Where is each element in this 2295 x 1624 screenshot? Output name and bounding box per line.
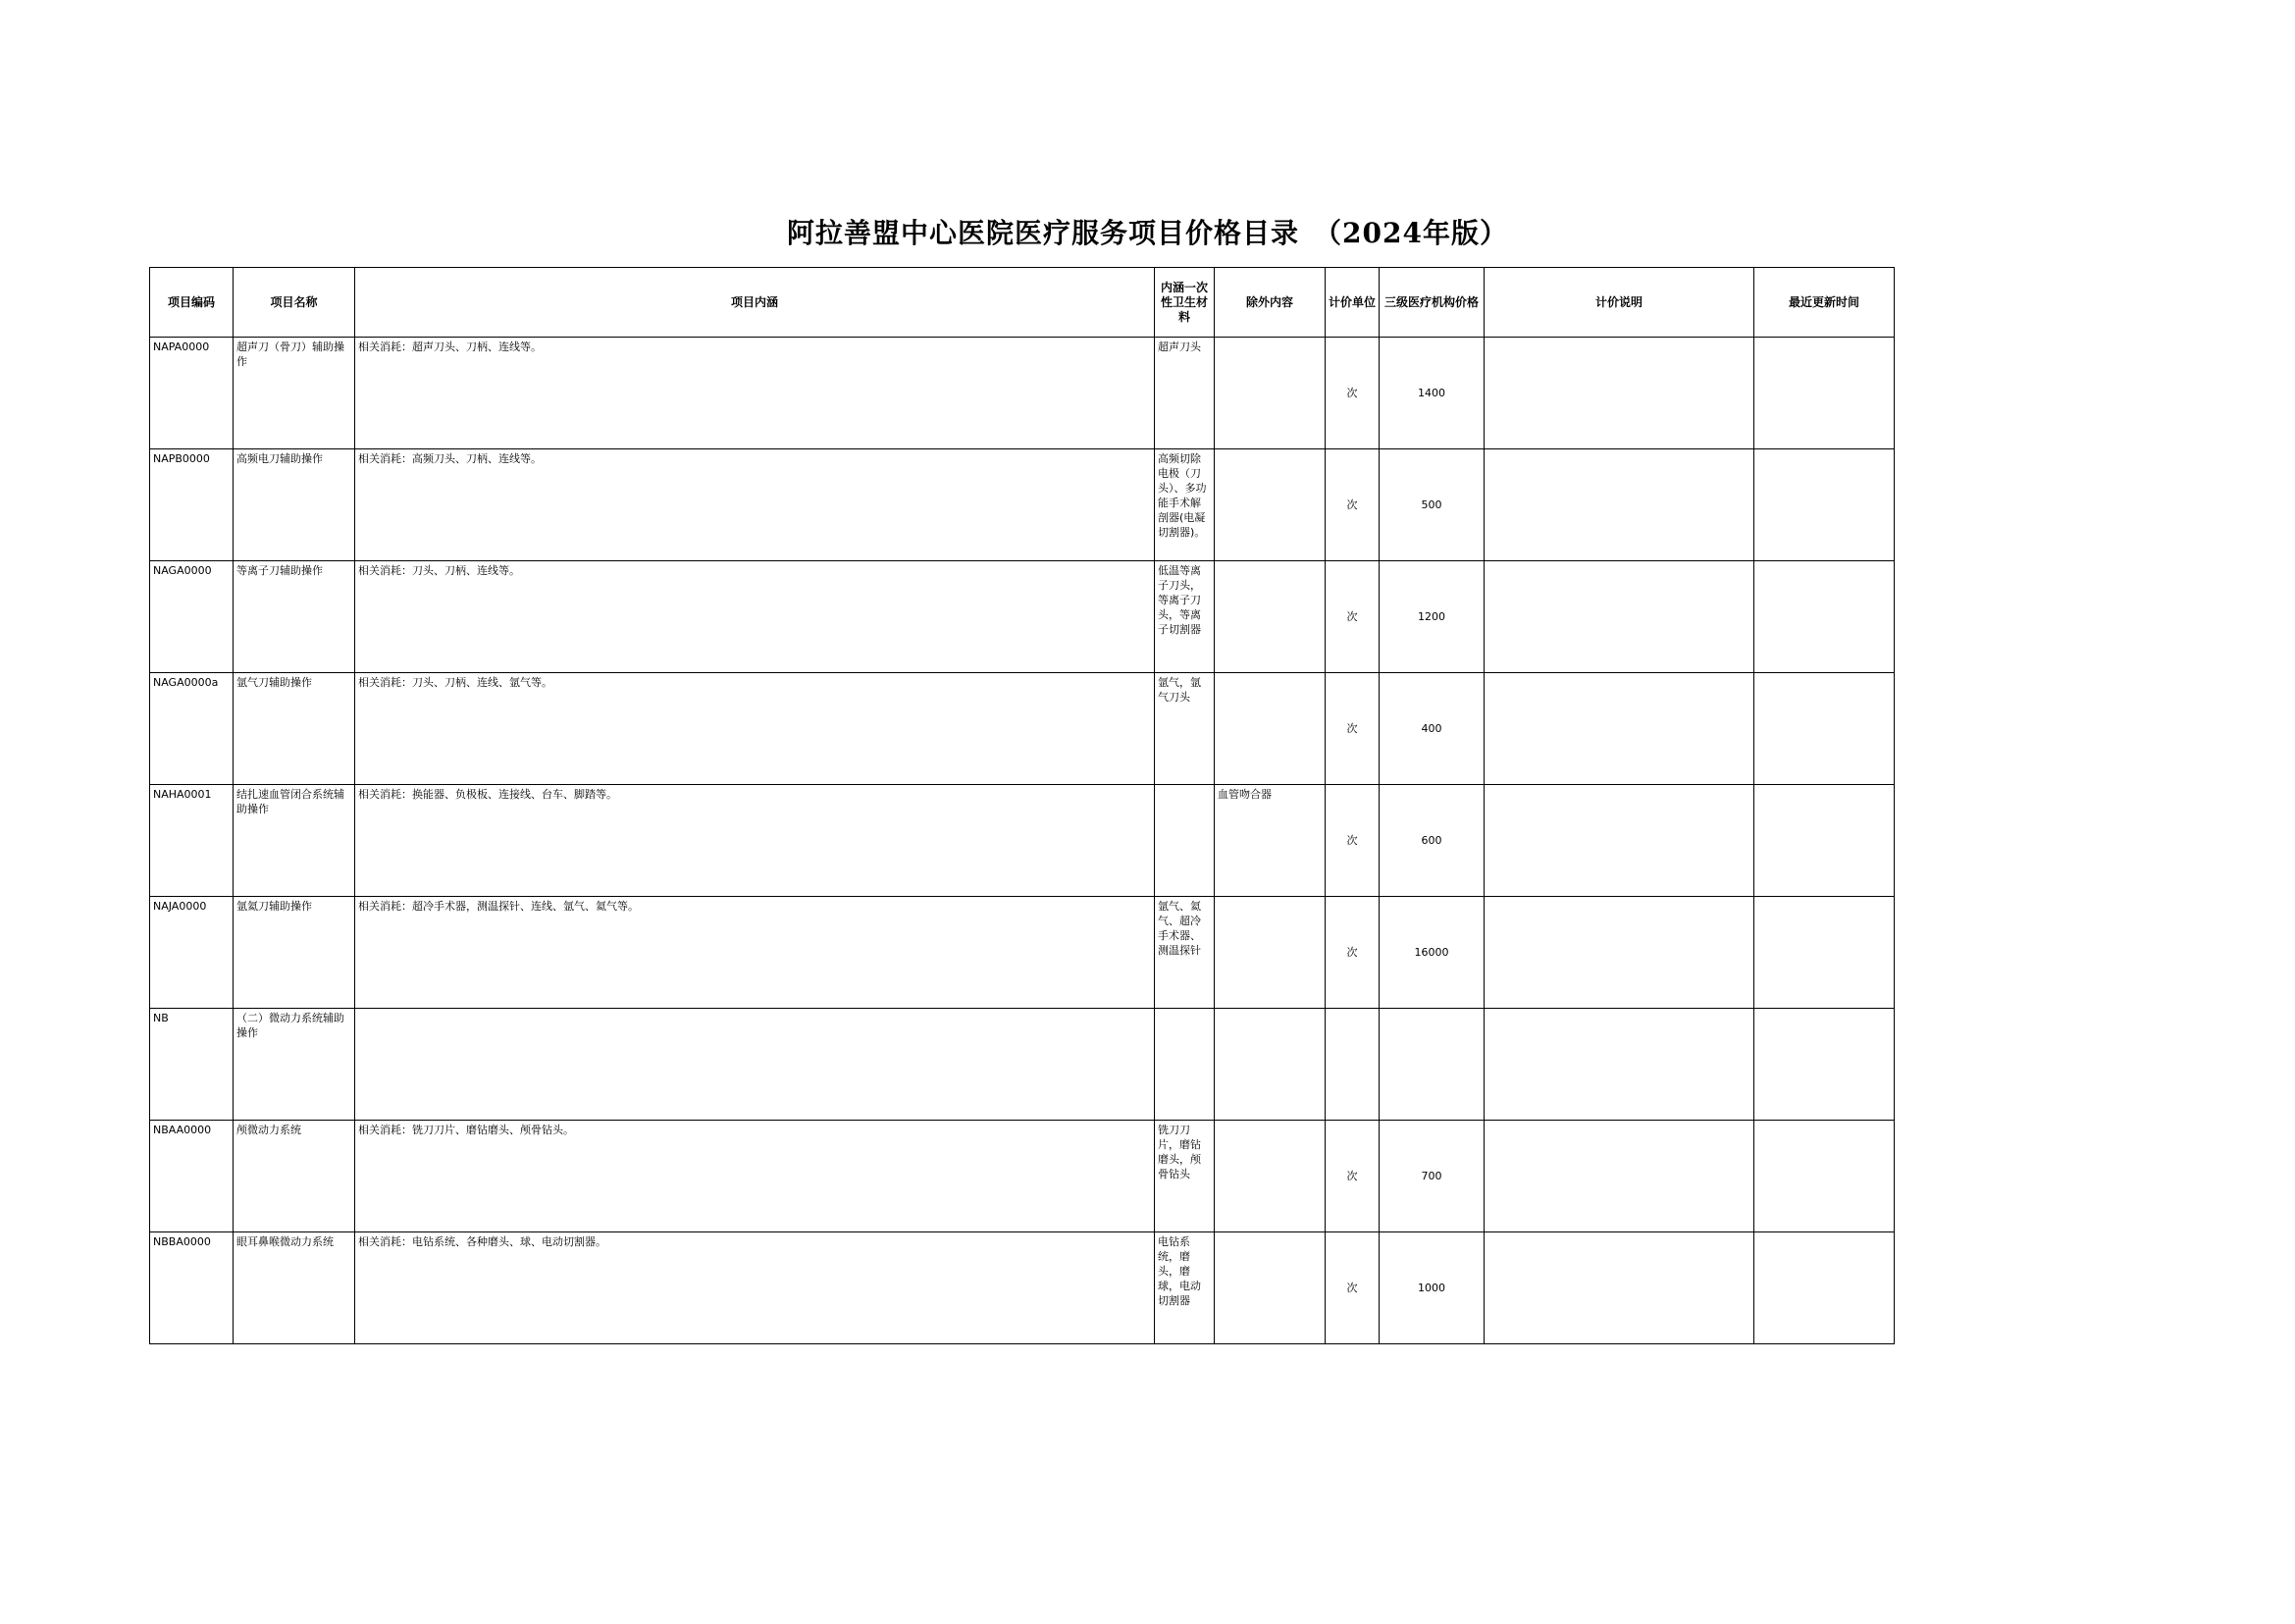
cell-unit: 次 <box>1326 673 1380 785</box>
table-row <box>150 1009 1895 1121</box>
cell-note <box>1485 897 1754 1009</box>
cell-name: 高频电刀辅助操作 <box>234 449 355 561</box>
cell-consumable: 氩气、氦气、超冷手术器、测温探针 <box>1155 897 1215 1009</box>
cell-exclusion: 血管吻合器 <box>1215 785 1326 897</box>
cell-note <box>1485 673 1754 785</box>
cell-updated <box>1754 673 1895 785</box>
cell-code: NB <box>150 1009 234 1121</box>
cell-content: 相关消耗：铣刀刀片、磨钻磨头、颅骨钻头。 <box>355 1121 1155 1232</box>
cell-unit: 次 <box>1326 561 1380 673</box>
cell-consumable <box>1155 1009 1215 1121</box>
header-note: 计价说明 <box>1485 268 1754 338</box>
cell-name: 眼耳鼻喉微动力系统 <box>234 1232 355 1344</box>
cell-content: 相关消耗：刀头、刀柄、连线、氩气等。 <box>355 673 1155 785</box>
cell-code: NAGA0000a <box>150 673 234 785</box>
cell-unit: 次 <box>1326 338 1380 449</box>
header-unit: 计价单位 <box>1326 268 1380 338</box>
cell-price: 16000 <box>1380 897 1485 1009</box>
cell-exclusion <box>1215 1009 1326 1121</box>
cell-exclusion <box>1215 338 1326 449</box>
cell-content: 相关消耗：换能器、负极板、连接线、台车、脚踏等。 <box>355 785 1155 897</box>
cell-updated <box>1754 338 1895 449</box>
price-table <box>149 267 1895 1344</box>
cell-content: 相关消耗：电钻系统、各种磨头、球、电动切割器。 <box>355 1232 1155 1344</box>
cell-content: 相关消耗：超声刀头、刀柄、连线等。 <box>355 338 1155 449</box>
cell-unit: 次 <box>1326 1121 1380 1232</box>
header-code: 项目编码 <box>150 268 234 338</box>
cell-price: 500 <box>1380 449 1485 561</box>
cell-content: 相关消耗：超冷手术器，测温探针、连线、氩气、氦气等。 <box>355 897 1155 1009</box>
cell-exclusion <box>1215 673 1326 785</box>
cell-note <box>1485 1232 1754 1344</box>
header-price: 三级医疗机构价格 <box>1380 268 1485 338</box>
cell-updated <box>1754 1121 1895 1232</box>
cell-consumable: 铣刀刀片，磨钻磨头，颅骨钻头 <box>1155 1121 1215 1232</box>
table-row <box>150 1232 1895 1344</box>
table-row <box>150 338 1895 449</box>
cell-code: NBBA0000 <box>150 1232 234 1344</box>
cell-exclusion <box>1215 1232 1326 1344</box>
cell-price: 600 <box>1380 785 1485 897</box>
cell-name: （二）微动力系统辅助操作 <box>234 1009 355 1121</box>
cell-updated <box>1754 897 1895 1009</box>
cell-note <box>1485 338 1754 449</box>
cell-consumable: 低温等离子刀头，等离子刀头，等离子切割器 <box>1155 561 1215 673</box>
cell-price: 400 <box>1380 673 1485 785</box>
cell-updated <box>1754 1009 1895 1121</box>
cell-content: 相关消耗：刀头、刀柄、连线等。 <box>355 561 1155 673</box>
table-row <box>150 897 1895 1009</box>
cell-updated <box>1754 561 1895 673</box>
cell-code: NAPB0000 <box>150 449 234 561</box>
cell-name: 等离子刀辅助操作 <box>234 561 355 673</box>
cell-content <box>355 1009 1155 1121</box>
cell-note <box>1485 561 1754 673</box>
cell-price: 1000 <box>1380 1232 1485 1344</box>
cell-updated <box>1754 449 1895 561</box>
cell-code: NBAA0000 <box>150 1121 234 1232</box>
table-row <box>150 1121 1895 1232</box>
cell-price: 700 <box>1380 1121 1485 1232</box>
cell-price <box>1380 1009 1485 1121</box>
cell-consumable: 超声刀头 <box>1155 338 1215 449</box>
header-consumable: 内涵一次性卫生材料 <box>1155 268 1215 338</box>
cell-name: 超声刀（骨刀）辅助操作 <box>234 338 355 449</box>
cell-exclusion <box>1215 449 1326 561</box>
cell-exclusion <box>1215 897 1326 1009</box>
cell-note <box>1485 1009 1754 1121</box>
table-row <box>150 785 1895 897</box>
table-row <box>150 449 1895 561</box>
cell-code: NAJA0000 <box>150 897 234 1009</box>
header-content: 项目内涵 <box>355 268 1155 338</box>
cell-unit: 次 <box>1326 785 1380 897</box>
cell-exclusion <box>1215 1121 1326 1232</box>
cell-price: 1400 <box>1380 338 1485 449</box>
cell-consumable: 高频切除电极（刀头）、多功能手术解剖器(电凝切割器)。 <box>1155 449 1215 561</box>
cell-code: NAHA0001 <box>150 785 234 897</box>
cell-note <box>1485 449 1754 561</box>
cell-unit: 次 <box>1326 897 1380 1009</box>
cell-note <box>1485 1121 1754 1232</box>
cell-updated <box>1754 785 1895 897</box>
cell-consumable: 氩气，氩气刀头 <box>1155 673 1215 785</box>
cell-price: 1200 <box>1380 561 1485 673</box>
header-exclusion: 除外内容 <box>1215 268 1326 338</box>
cell-consumable: 电钻系统，磨头，磨球，电动切割器 <box>1155 1232 1215 1344</box>
cell-consumable <box>1155 785 1215 897</box>
page-title: 阿拉善盟中心医院医疗服务项目价格目录 （2024年版） <box>787 217 1508 249</box>
cell-name: 氩氦刀辅助操作 <box>234 897 355 1009</box>
cell-note <box>1485 785 1754 897</box>
header-name: 项目名称 <box>234 268 355 338</box>
cell-unit: 次 <box>1326 1232 1380 1344</box>
table-row <box>150 561 1895 673</box>
cell-code: NAPA0000 <box>150 338 234 449</box>
cell-content: 相关消耗：高频刀头、刀柄、连线等。 <box>355 449 1155 561</box>
cell-name: 氩气刀辅助操作 <box>234 673 355 785</box>
header-updated: 最近更新时间 <box>1754 268 1895 338</box>
header-row <box>150 268 1895 338</box>
cell-exclusion <box>1215 561 1326 673</box>
cell-name: 结扎速血管闭合系统辅助操作 <box>234 785 355 897</box>
table-row <box>150 673 1895 785</box>
cell-unit <box>1326 1009 1380 1121</box>
cell-unit: 次 <box>1326 449 1380 561</box>
cell-code: NAGA0000 <box>150 561 234 673</box>
cell-name: 颅微动力系统 <box>234 1121 355 1232</box>
cell-updated <box>1754 1232 1895 1344</box>
